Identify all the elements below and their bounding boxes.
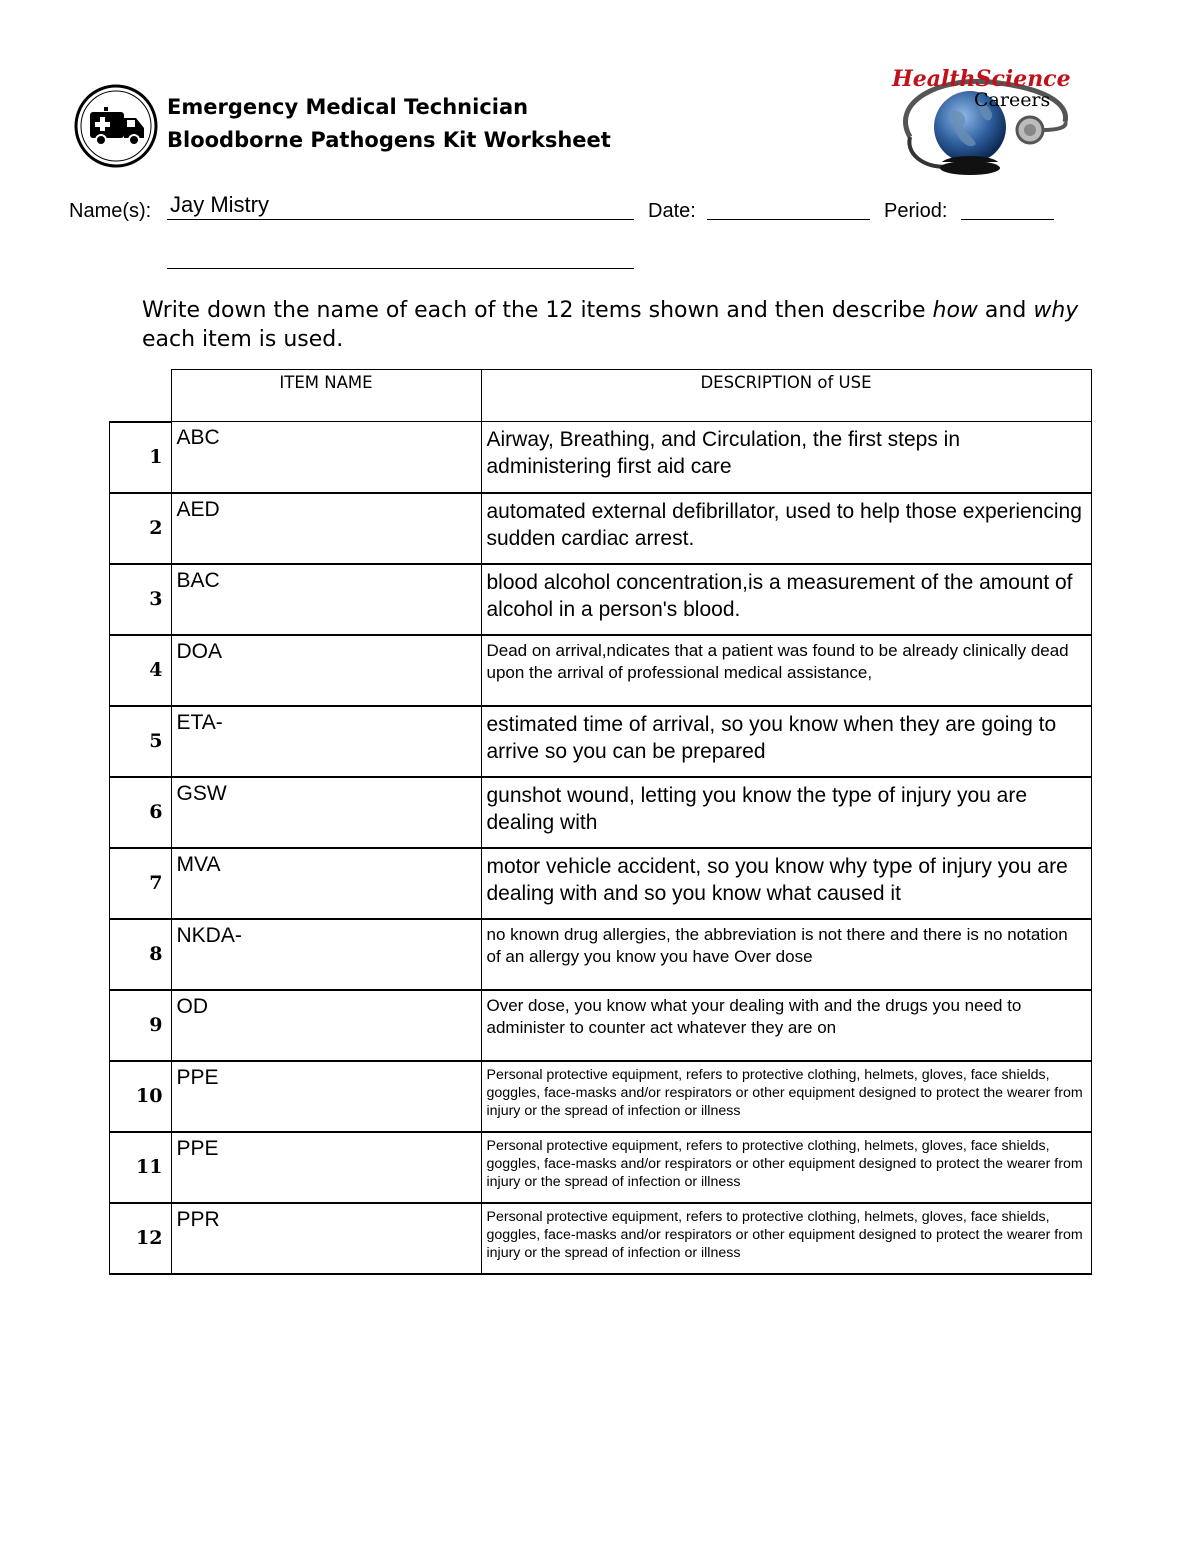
header-title-line2: Bloodborne Pathogens Kit Worksheet <box>167 128 611 152</box>
instructions <box>142 296 1102 354</box>
table-row <box>110 990 1092 1061</box>
row-number: 7 <box>110 848 172 919</box>
health-science-careers-logo <box>880 62 1080 180</box>
table-row <box>110 1203 1092 1274</box>
description-cell[interactable]: blood alcohol concentration,is a measurement of the amount of alcohol in a person's blood. <box>481 564 1091 635</box>
table-row <box>110 777 1092 848</box>
item-name-cell[interactable]: MVA <box>171 848 481 919</box>
item-name-cell[interactable]: NKDA- <box>171 919 481 990</box>
row-number: 9 <box>110 990 172 1061</box>
table-row <box>110 706 1092 777</box>
names-value[interactable]: Jay Mistry <box>170 192 269 217</box>
item-name-cell[interactable]: PPE <box>171 1132 481 1203</box>
header-title-line1: Emergency Medical Technician <box>167 95 529 119</box>
row-number: 12 <box>110 1203 172 1274</box>
table-row <box>110 1132 1092 1203</box>
row-number: 11 <box>110 1132 172 1203</box>
instructions-how: how <box>932 298 978 323</box>
row-number: 5 <box>110 706 172 777</box>
column-header-item-name: ITEM NAME <box>171 370 481 422</box>
names-underline <box>167 219 634 220</box>
table-row <box>110 1061 1092 1132</box>
description-cell[interactable]: gunshot wound, letting you know the type of injury you are dealing with <box>481 777 1091 848</box>
description-cell[interactable]: automated external defibrillator, used to help those experiencing sudden cardiac arrest. <box>481 493 1091 564</box>
item-name-cell[interactable]: GSW <box>171 777 481 848</box>
row-number: 10 <box>110 1061 172 1132</box>
row-number: 2 <box>110 493 172 564</box>
row-number: 4 <box>110 635 172 706</box>
table-header-row <box>110 370 1092 422</box>
description-cell[interactable]: estimated time of arrival, so you know when they are going to arrive so you can be prepared <box>481 706 1091 777</box>
instructions-part2: and <box>977 298 1034 323</box>
header-blank-cell <box>110 370 172 422</box>
period-label: Period: <box>884 200 948 222</box>
logo-text-healthscience: HealthScience <box>892 66 1071 92</box>
row-number: 1 <box>110 422 172 493</box>
table-row <box>110 422 1092 493</box>
description-cell[interactable]: Over dose, you know what your dealing with and the drugs you need to administer to counter act whatever they are on <box>481 990 1091 1061</box>
items-table <box>109 369 1092 1275</box>
description-cell[interactable]: Personal protective equipment, refers to protective clothing, helmets, gloves, face shields, goggles, face-masks and/or respirators or other equipment designed to protect the wearer from injury or the spread of infection or illness <box>481 1203 1091 1274</box>
item-name-cell[interactable]: ETA- <box>171 706 481 777</box>
ambulance-logo-icon <box>74 84 158 168</box>
description-cell[interactable]: Personal protective equipment, refers to protective clothing, helmets, gloves, face shields, goggles, face-masks and/or respirators or other equipment designed to protect the wearer from injury or the spread of infection or illness <box>481 1132 1091 1203</box>
table-row <box>110 919 1092 990</box>
row-number: 3 <box>110 564 172 635</box>
names-label: Name(s): <box>69 200 152 222</box>
column-header-description: DESCRIPTION of USE <box>481 370 1091 422</box>
item-name-cell[interactable]: AED <box>171 493 481 564</box>
table-row <box>110 635 1092 706</box>
names-underline-second[interactable] <box>167 268 634 269</box>
row-number: 6 <box>110 777 172 848</box>
instructions-part1: Write down the name of each of the 12 items shown and then describe <box>142 298 933 323</box>
instructions-part3: each item is used. <box>142 327 344 352</box>
item-name-cell[interactable]: OD <box>171 990 481 1061</box>
instructions-why: why <box>1033 298 1079 323</box>
item-name-cell[interactable]: PPR <box>171 1203 481 1274</box>
item-name-cell[interactable]: DOA <box>171 635 481 706</box>
row-number: 8 <box>110 919 172 990</box>
table-row <box>110 493 1092 564</box>
date-underline[interactable] <box>707 219 870 220</box>
table-row <box>110 848 1092 919</box>
description-cell[interactable]: no known drug allergies, the abbreviation is not there and there is no notation of an allergy you know you have Over dose <box>481 919 1091 990</box>
description-cell[interactable]: Personal protective equipment, refers to protective clothing, helmets, gloves, face shields, goggles, face-masks and/or respirators or other equipment designed to protect the wearer from injury or the spread of infection or illness <box>481 1061 1091 1132</box>
logo-text-careers: Careers <box>974 89 1051 111</box>
description-cell[interactable]: motor vehicle accident, so you know why type of injury you are dealing with and so you know what caused it <box>481 848 1091 919</box>
item-name-cell[interactable]: BAC <box>171 564 481 635</box>
table-row <box>110 564 1092 635</box>
item-name-cell[interactable]: PPE <box>171 1061 481 1132</box>
item-name-cell[interactable]: ABC <box>171 422 481 493</box>
description-cell[interactable]: Airway, Breathing, and Circulation, the first steps in administering first aid care <box>481 422 1091 493</box>
period-underline[interactable] <box>961 219 1054 220</box>
description-cell[interactable]: Dead on arrival,ndicates that a patient was found to be already clinically dead upon the arrival of professional medical assistance, <box>481 635 1091 706</box>
date-label: Date: <box>648 200 696 222</box>
